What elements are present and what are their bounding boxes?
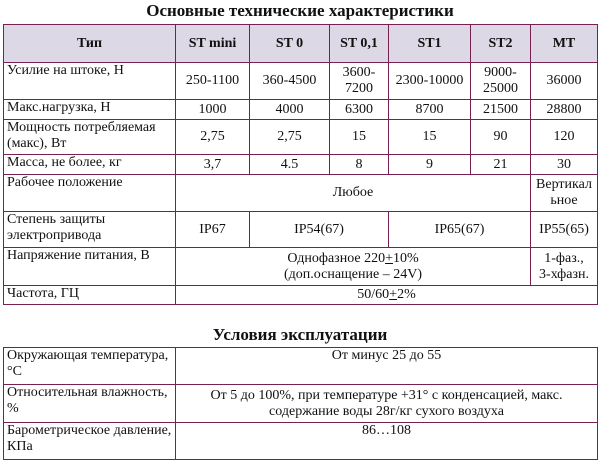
mass-st-mini: 3,7 [176, 155, 250, 175]
maxload-label: Макс.нагрузка, Н [4, 100, 176, 120]
position-label: Рабочее положение [4, 175, 176, 212]
power-st0: 2,75 [250, 120, 330, 155]
voltage-mt-1: 1-фаз., [544, 250, 584, 266]
header-st1: ST1 [389, 25, 471, 63]
voltage-label: Напряжение питания, В [4, 248, 176, 286]
humidity-value [176, 385, 598, 423]
frequency-row [4, 286, 598, 305]
force-label: Усилие на штоке, Н [4, 63, 176, 100]
force-mt: 36000 [531, 63, 598, 100]
maxload-st-mini: 1000 [176, 100, 250, 120]
position-common: Любое [176, 175, 531, 212]
conditions-table [3, 347, 598, 460]
header-st01: ST 0,1 [330, 25, 389, 63]
voltage-main-post: 10% [392, 250, 419, 266]
voltage-sub: (доп.оснащение – 24V) [283, 266, 422, 282]
maxload-st01: 6300 [330, 100, 389, 120]
power-st01: 15 [330, 120, 389, 155]
header-st-mini: ST mini [176, 25, 250, 63]
temp-row [4, 348, 598, 385]
position-mt: Вертикальное [531, 175, 598, 212]
protection-st0-st01: IP54(67) [250, 212, 389, 248]
voltage-mt [531, 248, 598, 286]
mass-row [4, 155, 598, 175]
header-mt: MT [531, 25, 598, 63]
humidity-row [4, 385, 598, 423]
power-label: Мощность потребляемая (макс), Вт [4, 120, 176, 155]
maxload-mt: 28800 [531, 100, 598, 120]
pressure-value: 86…108 [176, 423, 598, 460]
force-st-mini: 250-1100 [176, 63, 250, 100]
frequency-value [176, 286, 598, 305]
mass-st1: 9 [389, 155, 471, 175]
voltage-plusminus: + [385, 250, 393, 266]
frequency-label: Частота, ГЦ [4, 286, 176, 305]
maxload-st1: 8700 [389, 100, 471, 120]
frequency-plusminus: + [389, 287, 398, 302]
mass-st0: 4.5 [250, 155, 330, 175]
pressure-label: Барометрическое давление, КПа [4, 423, 176, 460]
voltage-row [4, 248, 598, 286]
power-st-mini: 2,75 [176, 120, 250, 155]
header-st2: ST2 [471, 25, 531, 63]
voltage-main [176, 248, 531, 286]
power-row [4, 120, 598, 155]
force-st0: 360-4500 [250, 63, 330, 100]
force-row [4, 63, 598, 100]
temp-value: От минус 25 до 55 [176, 348, 598, 385]
mass-mt: 30 [531, 155, 598, 175]
humidity-label: Относительная влажность, % [4, 385, 176, 423]
header-type: Тип [4, 25, 176, 63]
temp-label: Окружающая температура, °С [4, 348, 176, 385]
specs-table [3, 24, 598, 305]
protection-st1-st2: IP65(67) [389, 212, 531, 248]
conditions-title: Условия эксплуатации [212, 325, 388, 344]
maxload-st2: 21500 [471, 100, 531, 120]
protection-st-mini: IP67 [176, 212, 250, 248]
voltage-mt-2: 3-хфазн. [539, 266, 589, 282]
header-st0: ST 0 [250, 25, 330, 63]
header-row [4, 25, 598, 63]
maxload-st0: 4000 [250, 100, 330, 120]
maxload-row [4, 100, 598, 120]
power-mt: 120 [531, 120, 598, 155]
frequency-pre: 50/60 [357, 287, 390, 302]
specs-title: Основные технические характеристики [146, 1, 454, 20]
protection-row [4, 212, 598, 248]
force-st01: 3600-7200 [330, 63, 389, 100]
frequency-post: 2% [397, 287, 416, 302]
voltage-main-pre: Однофазное 220 [287, 250, 386, 266]
protection-mt: IP55(65) [531, 212, 598, 248]
humidity-value-line2: содержание воды 28г/кг сухого воздуха [269, 403, 504, 419]
force-st1: 2300-10000 [389, 63, 471, 100]
mass-st2: 21 [471, 155, 531, 175]
mass-st01: 8 [330, 155, 389, 175]
power-st1: 15 [389, 120, 471, 155]
mass-label: Масса, не более, кг [4, 155, 176, 175]
pressure-row [4, 423, 598, 460]
position-row [4, 175, 598, 212]
force-st2: 9000-25000 [471, 63, 531, 100]
power-st2: 90 [471, 120, 531, 155]
protection-label: Степень защиты электропривода [4, 212, 176, 248]
humidity-value-line1: От 5 до 100%, при температуре +31° с конденсацией, макс. [210, 387, 563, 403]
